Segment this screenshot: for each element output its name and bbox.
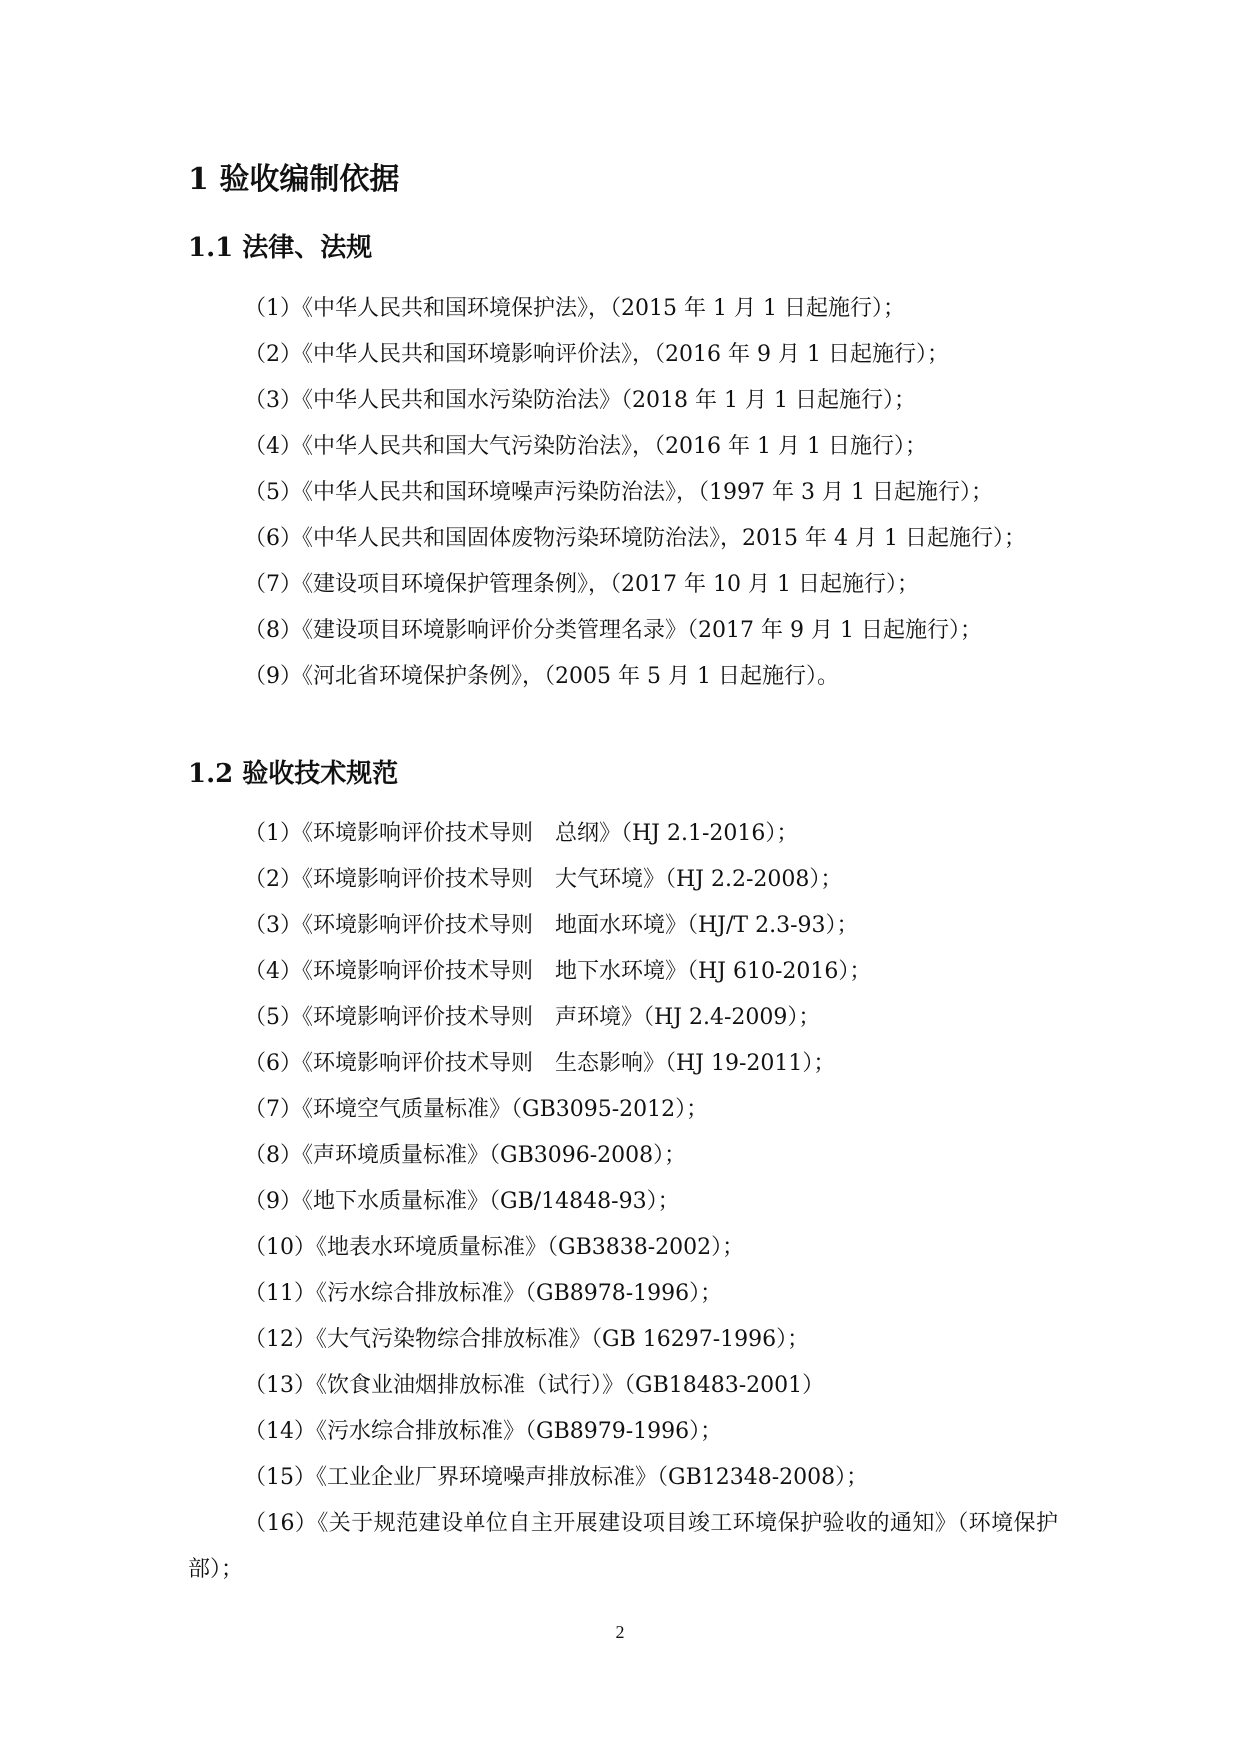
- chapter-heading: 1 验收编制依据: [188, 162, 400, 197]
- law-item: （3）《中华人民共和国水污染防治法》（2018 年 1 月 1 日起施行）；: [244, 388, 916, 413]
- page-number: 2: [615, 1622, 625, 1642]
- standard-item: （6）《环境影响评价技术导则 生态影响》（HJ 19-2011）；: [244, 1051, 836, 1076]
- standard-item: （16）《关于规范建设单位自主开展建设项目竣工环境保护验收的通知》（环境保护部）；: [188, 1511, 1058, 1582]
- standard-item: （12）《大气污染物综合排放标准》（GB 16297-1996）；: [244, 1327, 810, 1352]
- standard-item: （4）《环境影响评价技术导则 地下水环境》（HJ 610-2016）；: [244, 959, 872, 984]
- standard-item: （13）《饮食业油烟排放标准（试行）》（GB18483-2001）: [244, 1373, 825, 1398]
- standard-item: （8）《声环境质量标准》（GB3096-2008）；: [244, 1143, 687, 1168]
- laws-list: [188, 286, 1058, 700]
- standard-item: （9）《地下水质量标准》（GB/14848-93）；: [244, 1189, 680, 1214]
- standard-item: （3）《环境影响评价技术导则 地面水环境》（HJ/T 2.3-93）；: [244, 913, 859, 938]
- law-item: （5）《中华人民共和国环境噪声污染防治法》，（1997 年 3 月 1 日起施行）；: [244, 480, 993, 505]
- standard-item: （11）《污水综合排放标准》（GB8978-1996）；: [244, 1281, 723, 1306]
- section-heading-laws: 1.1 法律、法规: [188, 233, 373, 263]
- standard-item: （14）《污水综合排放标准》（GB8979-1996）；: [244, 1419, 723, 1444]
- standards-list: [188, 811, 1058, 1593]
- law-item: （4）《中华人民共和国大气污染防治法》，（2016 年 1 月 1 日施行）；: [244, 434, 927, 459]
- law-item: （6）《中华人民共和国固体废物污染环境防治法》，2015 年 4 月 1 日起施行）；: [244, 526, 1026, 551]
- standard-item: （1）《环境影响评价技术导则 总纲》（HJ 2.1-2016）；: [244, 821, 799, 846]
- law-item: （9）《河北省环境保护条例》，（2005 年 5 月 1 日起施行）。: [244, 664, 839, 689]
- law-item: （8）《建设项目环境影响评价分类管理名录》（2017 年 9 月 1 日起施行）；: [244, 618, 982, 643]
- law-item: （2）《中华人民共和国环境影响评价法》，（2016 年 9 月 1 日起施行）；: [244, 342, 949, 367]
- standard-item: （2）《环境影响评价技术导则 大气环境》（HJ 2.2-2008）；: [244, 867, 843, 892]
- law-item: （1）《中华人民共和国环境保护法》，（2015 年 1 月 1 日起施行）；: [244, 296, 905, 321]
- standard-item: （7）《环境空气质量标准》（GB3095-2012）；: [244, 1097, 709, 1122]
- standard-item: （10）《地表水环境质量标准》（GB3838-2002）；: [244, 1235, 745, 1260]
- section-heading-standards: 1.2 验收技术规范: [188, 759, 399, 789]
- standard-item: （15）《工业企业厂界环境噪声排放标准》（GB12348-2008）；: [244, 1465, 869, 1490]
- standard-item: （5）《环境影响评价技术导则 声环境》（HJ 2.4-2009）；: [244, 1005, 821, 1030]
- law-item: （7）《建设项目环境保护管理条例》，（2017 年 10 月 1 日起施行）；: [244, 572, 919, 597]
